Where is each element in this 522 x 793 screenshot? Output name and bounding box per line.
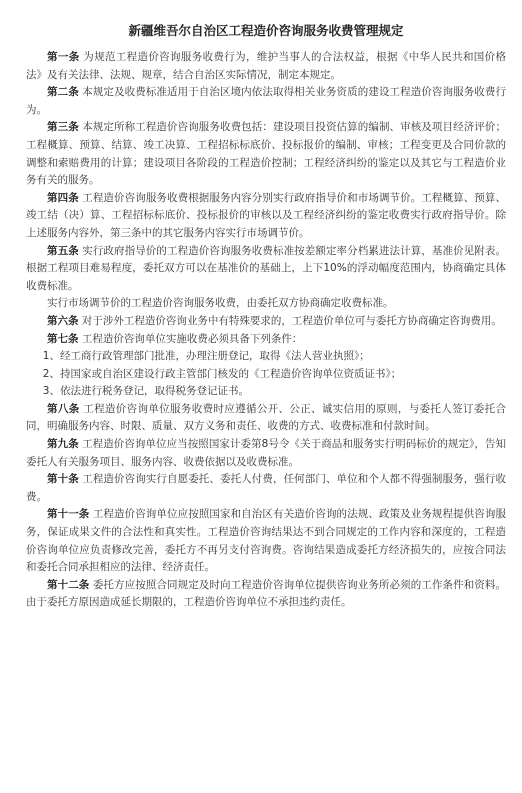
article-text: 工程造价咨询单位实施收费必须具备下列条件： — [81, 332, 303, 345]
condition-item: 1、经工商行政管理部门批准，办理注册登记，取得《法人营业执照》； — [42, 350, 370, 363]
article-5-continued — [26, 295, 506, 313]
article-text: 本规定及收费标准适用于自治区境内依法取得相关业务资质的建设工程造价咨询服务收费行为。 — [26, 86, 507, 116]
article-3 — [26, 119, 506, 189]
article-text: 实行市场调节价的工程造价咨询服务收费，由委托双方协商确定收费标准。 — [47, 297, 394, 310]
article-text: 工程造价咨询实行自愿委托、委托人付费，任何部门、单位和个人都不得强制服务，强行收费。 — [26, 473, 507, 503]
article-1 — [26, 49, 506, 84]
article-label: 第十二条 — [47, 578, 90, 591]
article-text: 对于涉外工程造价咨询业务中有特殊要求的，工程造价单位可与委托方协商确定咨询费用。 — [81, 314, 502, 327]
article-8 — [26, 401, 506, 436]
article-label: 第八条 — [47, 402, 80, 415]
article-text: 实行政府指导价的工程造价咨询服务收费标准按差额定率分档累进法计算，基准价见附表。根据工程项目难易程度，委托双方可以在基准价的基础上，上下10%的浮动幅度范围内，协商确定具体收费标准。 — [26, 244, 507, 292]
article-label: 第三条 — [47, 121, 79, 134]
article-label: 第二条 — [47, 86, 79, 99]
article-12 — [26, 577, 506, 612]
article-label: 第六条 — [47, 314, 79, 327]
article-label: 第一条 — [47, 51, 80, 63]
article-10 — [26, 471, 506, 506]
article-label: 第七条 — [47, 332, 79, 345]
article-label: 第十一条 — [47, 508, 90, 521]
article-text: 工程造价咨询单位应按照国家和自治区有关造价咨询的法规、政策及业务规程提供咨询服务，保证成果文件的合法性和真实性。工程造价咨询结果达不到合同规定的工作内容和深度的，工程造价咨询单位应负责修改完善，委托方不再另支付咨询费。咨询结果造成委托方经济损失的，应按合同法和委托合同承担相应的法律、经济责任。 — [26, 508, 506, 574]
condition-item: 2、持国家或自治区建设行政主管部门核发的《工程造价咨询单位资质证书》； — [42, 367, 402, 380]
document-title: 新疆维吾尔自治区工程造价咨询服务收费管理规定 — [128, 23, 404, 38]
article-text: 为规范工程造价咨询服务收费行为，维护当事人的合法权益，根据《中华人民共和国价格法》及有关法律、法规、规章，结合自治区实际情况，制定本规定。 — [26, 51, 506, 81]
article-9 — [26, 436, 506, 471]
article-label: 第五条 — [47, 244, 79, 257]
article-7 — [26, 331, 506, 349]
condition-item: 3、依法进行税务登记，取得税务登记证书。 — [42, 385, 249, 398]
article-2 — [26, 84, 506, 119]
article-text: 本规定所称工程造价咨询服务收费包括：建设项目投资估算的编制、审核及项目经济评价；工程概算、预算、结算、竣工决算、工程招标标底价、投标报价的编制、审核；工程变更及合同价款的调整和索赔费用的计算；建设项目各阶段的工程造价控制；工程经济纠纷的鉴定以及其它与工程造价业务有关的服务。 — [26, 121, 507, 187]
article-6 — [26, 313, 506, 331]
article-11 — [26, 506, 506, 576]
article-text: 工程造价咨询单位服务收费时应遵循公开、公正、诚实信用的原则，与委托人签订委托合同，明确服务内容、时限、质量、双方义务和责任、收费的方式、收费标准和付款时间。 — [26, 402, 506, 433]
article-4 — [26, 190, 506, 243]
article-text: 委托方应按照合同规定及时向工程造价咨询单位提供咨询业务所必须的工作条件和资料。由于委托方原因造成延长期限的，工程造价咨询单位不承担违约责任。 — [26, 578, 506, 609]
article-label: 第十条 — [47, 473, 79, 486]
article-label: 第四条 — [47, 191, 79, 204]
article-text: 工程造价咨询单位应当按照国家计委第8号令《关于商品和服务实行明码标价的规定》，告知委托人有关服务项目、服务内容、收费依据以及收费标准。 — [26, 438, 506, 468]
article-text: 工程造价咨询服务收费根据服务内容分别实行政府指导价和市场调节价。工程概算、预算、竣工结（决）算、工程招标标底价、投标报价的审核以及工程经济纠纷的鉴定收费实行政府指导价。除上述服务内容外，第三条中的其它服务内容实行市场调节价。 — [26, 191, 507, 239]
article-label: 第九条 — [47, 438, 79, 451]
article-5 — [26, 243, 506, 296]
